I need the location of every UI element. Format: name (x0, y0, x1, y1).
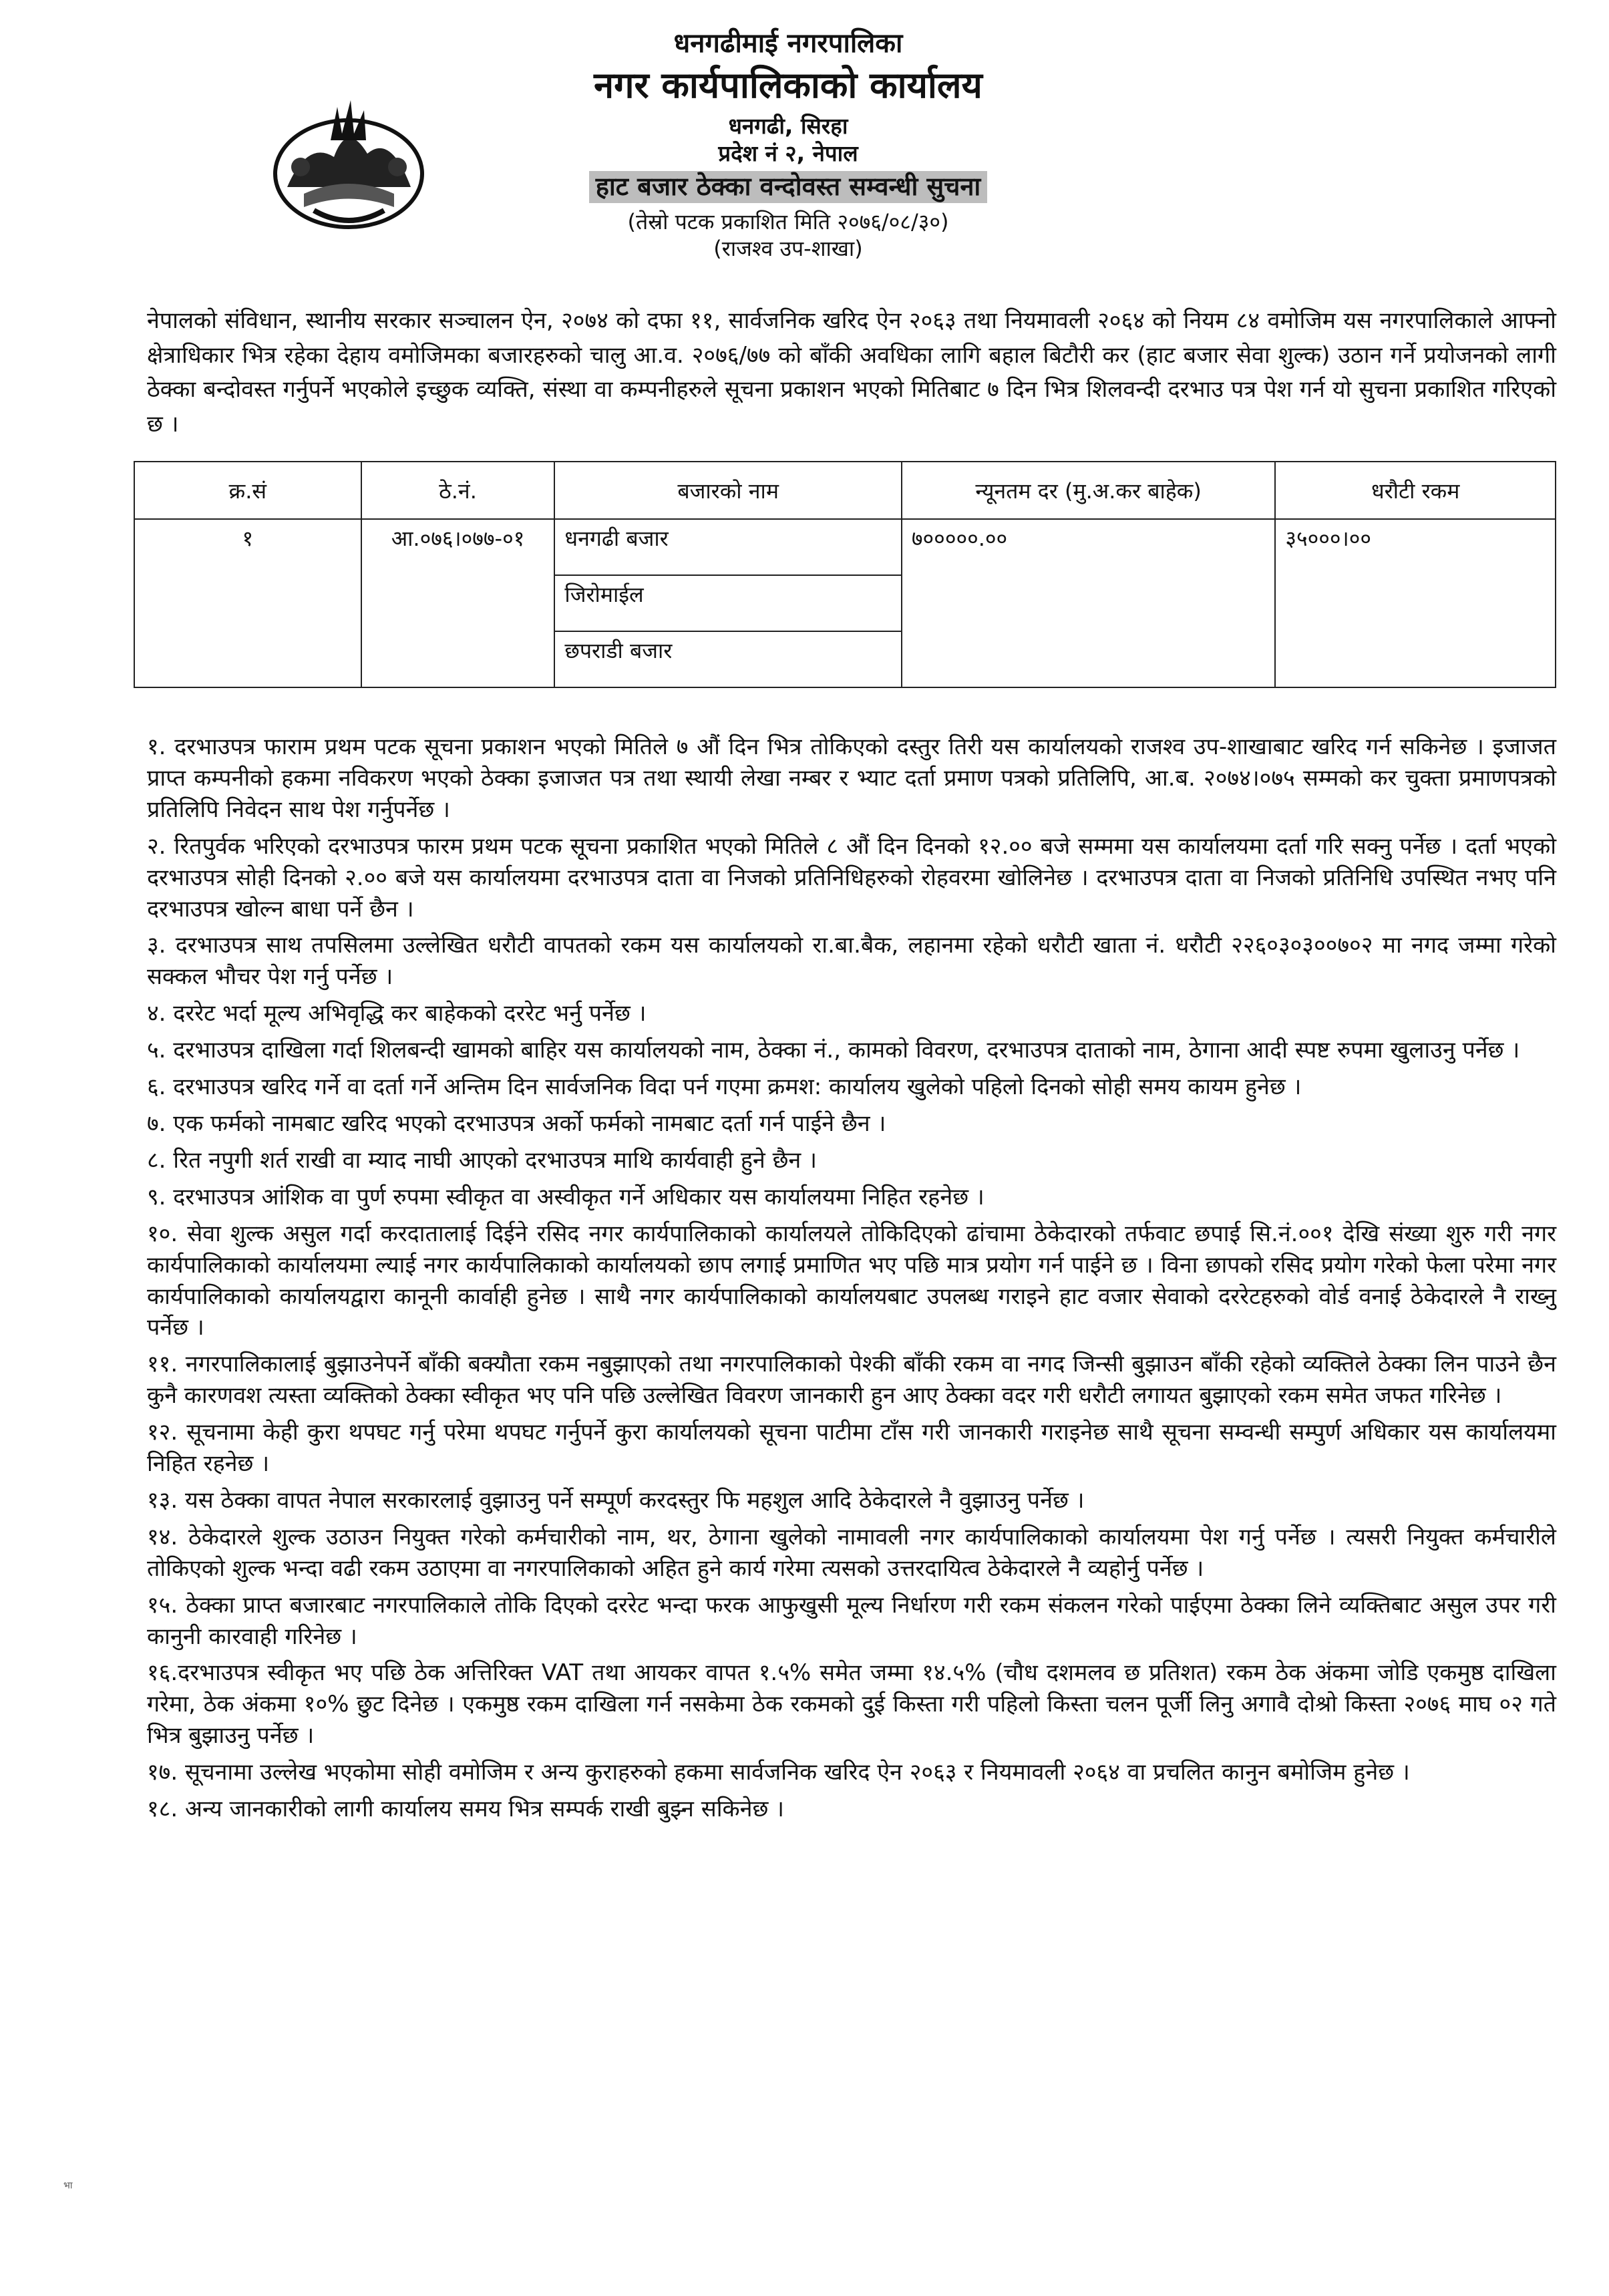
term-item: ७. एक फर्मको नामबाट खरिद भएको दरभाउपत्र अर्को फर्मको नामबाट दर्ता गर्न पाईने छैन । (147, 1110, 886, 1137)
term-item: १०. सेवा शुल्क असुल गर्दा करदातालाई दिईने रसिद नगर कार्यपालिकाको कार्यालयले तोकिदिएको ढांचामा ठेकेदारको तर्फवाट छपाई सि.नं.००१ देखि संख्या शुरु गरी नगर कार्यपालिकाको कार्यालयमा ल्याई नगर कार्यपालिकाको कार्यालयको छाप लगाई प्रमाणित भए पछि मात्र प्रयोग गर्न पाईने छ । विना छापको रसिद प्रयोग गरेको फेला परेमा नगर कार्यपालिकाको कार्यालयद्वारा कानूनी कार्वाही हुनेछ । साथै नगर कार्यपालिकाको कार्यालयबाट उपलब्ध गराइने हाट वजार सेवाको दररेटहरुको वोर्ड वनाई ठेकेदारले नै राख्नु पर्नेछ । (147, 1220, 1556, 1341)
table-header-row (134, 462, 1556, 519)
col-header-contract-no: ठे.नं. (361, 462, 555, 519)
term-item: ११. नगरपालिकालाई बुझाउनेपर्ने बाँकी बक्यौता रकम नबुझाएको तथा नगरपालिकाको पेश्की बाँकी रकम वा नगद जिन्सी बुझाउन बाँकी रहेको व्यक्तिले ठेक्का लिन पाउने छैन कुनै कारणवश त्यस्ता व्यक्तिको ठेक्का स्वीकृत भए पनि पछि उल्लेखित विवरण जानकारी हुन आए ठेक्का वदर गरी धरौटी लगायत बुझाएको रकम समेत जफत गरिनेछ । (147, 1351, 1556, 1410)
cell-deposit: ३५०००।०० (1275, 519, 1556, 687)
term-item: ९. दरभाउपत्र आंशिक वा पुर्ण रुपमा स्वीकृत वा अस्वीकृत गर्ने अधिकार यस कार्यालयमा निहित रहनेछ । (147, 1183, 985, 1210)
col-header-min-rate: न्यूनतम दर (मु.अ.कर बाहेक) (902, 462, 1275, 519)
cell-market: जिरोमाईल (554, 575, 901, 631)
term-item: ६. दरभाउपत्र खरिद गर्ने वा दर्ता गर्ने अन्तिम दिन सार्वजनिक विदा पर्न गएमा क्रमश: कार्यालय खुलेको पहिलो दिनको सोही समय कायम हुनेछ । (147, 1074, 1302, 1101)
col-header-sn: क्र.सं (134, 462, 361, 519)
term-item: ३. दरभाउपत्र साथ तपसिलमा उल्लेखित धरौटी वापतको रकम यस कार्यालयको रा.बा.बैक, लहानमा रहेको धरौटी खाता नं. धरौटी २२६०३०३००७०२ मा नगद जम्मा गरेको सक्कल भौचर पेश गर्नु पर्नेछ । (147, 932, 1556, 991)
term-item: १२. सूचनामा केही कुरा थपघट गर्नु परेमा थपघट गर्नुपर्ने कुरा कार्यालयको सूचना पाटीमा टाँस गरी जानकारी गराइनेछ साथै सूचना सम्वन्धी सम्पुर्ण अधिकार यस कार्यालयमा निहित रहनेछ । (147, 1419, 1556, 1478)
notice-subject: हाट बजार ठेक्का वन्दोवस्त सम्वन्धी सुचना (589, 171, 988, 203)
publication-date: (तेस्रो पटक प्रकाशित मिति २०७६/०८/३०) (627, 208, 949, 234)
term-item: ५. दरभाउपत्र दाखिला गर्दा शिलबन्दी खामको बाहिर यस कार्यालयको नाम, ठेक्का नं., कामको विवरण, दरभाउपत्र दाताको नाम, ठेगाना आदी स्पष्ट रुपमा खुलाउनु पर्नेछ । (147, 1037, 1520, 1064)
municipality-name: धनगढीमाई नगरपालिका (673, 28, 903, 59)
letterhead (427, 27, 1149, 262)
col-header-deposit: धरौटी रकम (1275, 462, 1556, 519)
term-item: १५. ठेक्का प्राप्त बजारबाट नगरपालिकाले तोकि दिएको दररेट भन्दा फरक आफुखुसी मूल्य निर्धारण गरी रकम संकलन गरेको पाईएमा ठेक्का लिने व्यक्तिबाट असुल उपर गरी कानुनी कारवाही गरिनेछ । (147, 1591, 1556, 1650)
office-name: नगर कार्यपालिकाको कार्यालय (594, 64, 982, 106)
cell-contract-no: आ.०७६।०७७-०१ (361, 519, 555, 687)
term-item: १८. अन्य जानकारीको लागी कार्यालय समय भित्र सम्पर्क राखी बुझ्न सकिनेछ । (147, 1796, 785, 1823)
term-item: १. दरभाउपत्र फाराम प्रथम पटक सूचना प्रकाशन भएको मितिले ७ औं दिन भित्र तोकिएको दस्तुर तिरी यस कार्यालयको राजश्व उप-शाखाबाट खरिद गर्न सकिनेछ । इजाजत प्राप्त कम्पनीको हकमा नविकरण भएको ठेक्का इजाजत पत्र तथा स्थायी लेखा नम्बर र भ्याट दर्ता प्रमाण पत्रको प्रतिलिपि, आ.ब. २०७४।०७५ सम्मको कर चुक्ता प्रमाणपत्रको प्रतिलिपि निवेदन साथ पेश गर्नुपर्नेछ । (147, 733, 1556, 823)
cell-min-rate: ७०००००.०० (902, 519, 1275, 687)
term-item: १६.दरभाउपत्र स्वीकृत भए पछि ठेक अत्तिरिक्त VAT तथा आयकर वापत १.५% समेत जम्मा १४.५% (चौध दशमलव छ प्रतिशत) रकम ठेक अंकमा जोडि एकमुष्ठ दाखिला गरेमा, ठेक अंकमा १०% छुट दिनेछ । एकमुष्ठ रकम दाखिला गर्न नसकेमा ठेक रकमको दुई किस्ता गरी पहिलो किस्ता चलन पूर्जी लिनु अगावै दोश्रो किस्ता २०७६ माघ ०२ गते भित्र बुझाउनु पर्नेछ । (147, 1659, 1556, 1750)
footer-mark: भा (63, 2180, 73, 2191)
term-item: ४. दररेट भर्दा मूल्य अभिवृद्धि कर बाहेकको दररेट भर्नु पर्नेछ । (147, 1000, 647, 1027)
office-address: धनगढी, सिरहा (728, 112, 848, 139)
table-row (134, 519, 1556, 575)
term-item: ८. रित नपुगी शर्त राखी वा म्याद नाघी आएको दरभाउपत्र माथि कार्यवाही हुने छैन । (147, 1146, 818, 1174)
term-item: १७. सूचनामा उल्लेख भएकोमा सोही वमोजिम र अन्य कुराहरुको हकमा सार्वजनिक खरिद ऐन २०६३ र नियमावली २०६४ वा प्रचलित कानुन बमोजिम हुनेछ । (147, 1759, 1410, 1786)
term-item: २. रितपुर्वक भरिएको दरभाउपत्र फारम प्रथम पटक सूचना प्रकाशित भएको मितिले ८ औं दिन दिनको १२.०० बजे सम्ममा यस कार्यालयमा दर्ता गरि सक्नु पर्नेछ । दर्ता भएको दरभाउपत्र सोही दिनको २.०० बजे यस कार्यालयमा दरभाउपत्र दाता वा निजको प्रतिनिधिहरुको रोहवरमा खोलिनेछ । दरभाउपत्र दाता वा निजको प्रतिनिधि उपस्थित नभए पनि दरभाउपत्र खोल्न बाधा पर्ने छैन । (147, 832, 1556, 923)
term-item: १३. यस ठेक्का वापत नेपाल सरकारलाई वुझाउनु पर्ने सम्पूर्ण करदस्तुर फि महशुल आदि ठेकेदारले नै वुझाउनु पर्नेछ । (147, 1486, 1085, 1514)
intro-paragraph: नेपालको संविधान, स्थानीय सरकार सञ्चालन ऐन, २०७४ को दफा ११, सार्वजनिक खरिद ऐन २०६३ तथा नियमावली २०६४ को नियम ८४ वमोजिम यस नगरपालिकाले आफ्नो क्षेत्राधिकार भित्र रहेका देहाय वमोजिमका बजारहरुको चालु आ.व. २०७६/७७ को बाँकी अवधिका लागि बहाल बिटौरी कर (हाट बजार सेवा शुल्क) उठान गर्ने प्रयोजनको लागी ठेक्का बन्दोवस्त गर्नुपर्ने भएकोले इच्छुक व्यक्ति, संस्था वा कम्पनीहरुले सूचना प्रकाशन भएको मितिबाट ७ दिन भित्र शिलवन्दी दरभाउ पत्र पेश गर्न यो सुचना प्रकाशित गरिएको छ । (147, 307, 1556, 438)
province: प्रदेश नं २, नेपाल (718, 140, 858, 166)
col-header-market-name: बजारको नाम (554, 462, 901, 519)
branch-name: (राजश्व उप-शाखा) (713, 235, 863, 261)
terms-list (147, 731, 1556, 1830)
cell-sn: १ (134, 519, 361, 687)
cell-market: धनगढी बजार (554, 519, 901, 575)
term-item: १४. ठेकेदारले शुल्क उठाउन नियुक्त गरेको कर्मचारीको नाम, थर, ठेगाना खुलेको नामावली नगर कार्यपालिकाको कार्यालयमा पेश गर्नु पर्नेछ । त्यसरी नियुक्त कर्मचारीले तोकिएको शुल्क भन्दा वढी रकम उठाएमा वा नगरपालिकाको अहित हुने कार्य गरेमा त्यसको उत्तरदायित्व ठेकेदारले नै व्यहोर्नु पर्नेछ । (147, 1523, 1556, 1582)
nepal-emblem-icon (267, 94, 431, 234)
cell-market: छपराडी बजार (554, 631, 901, 687)
tender-table (134, 461, 1556, 688)
